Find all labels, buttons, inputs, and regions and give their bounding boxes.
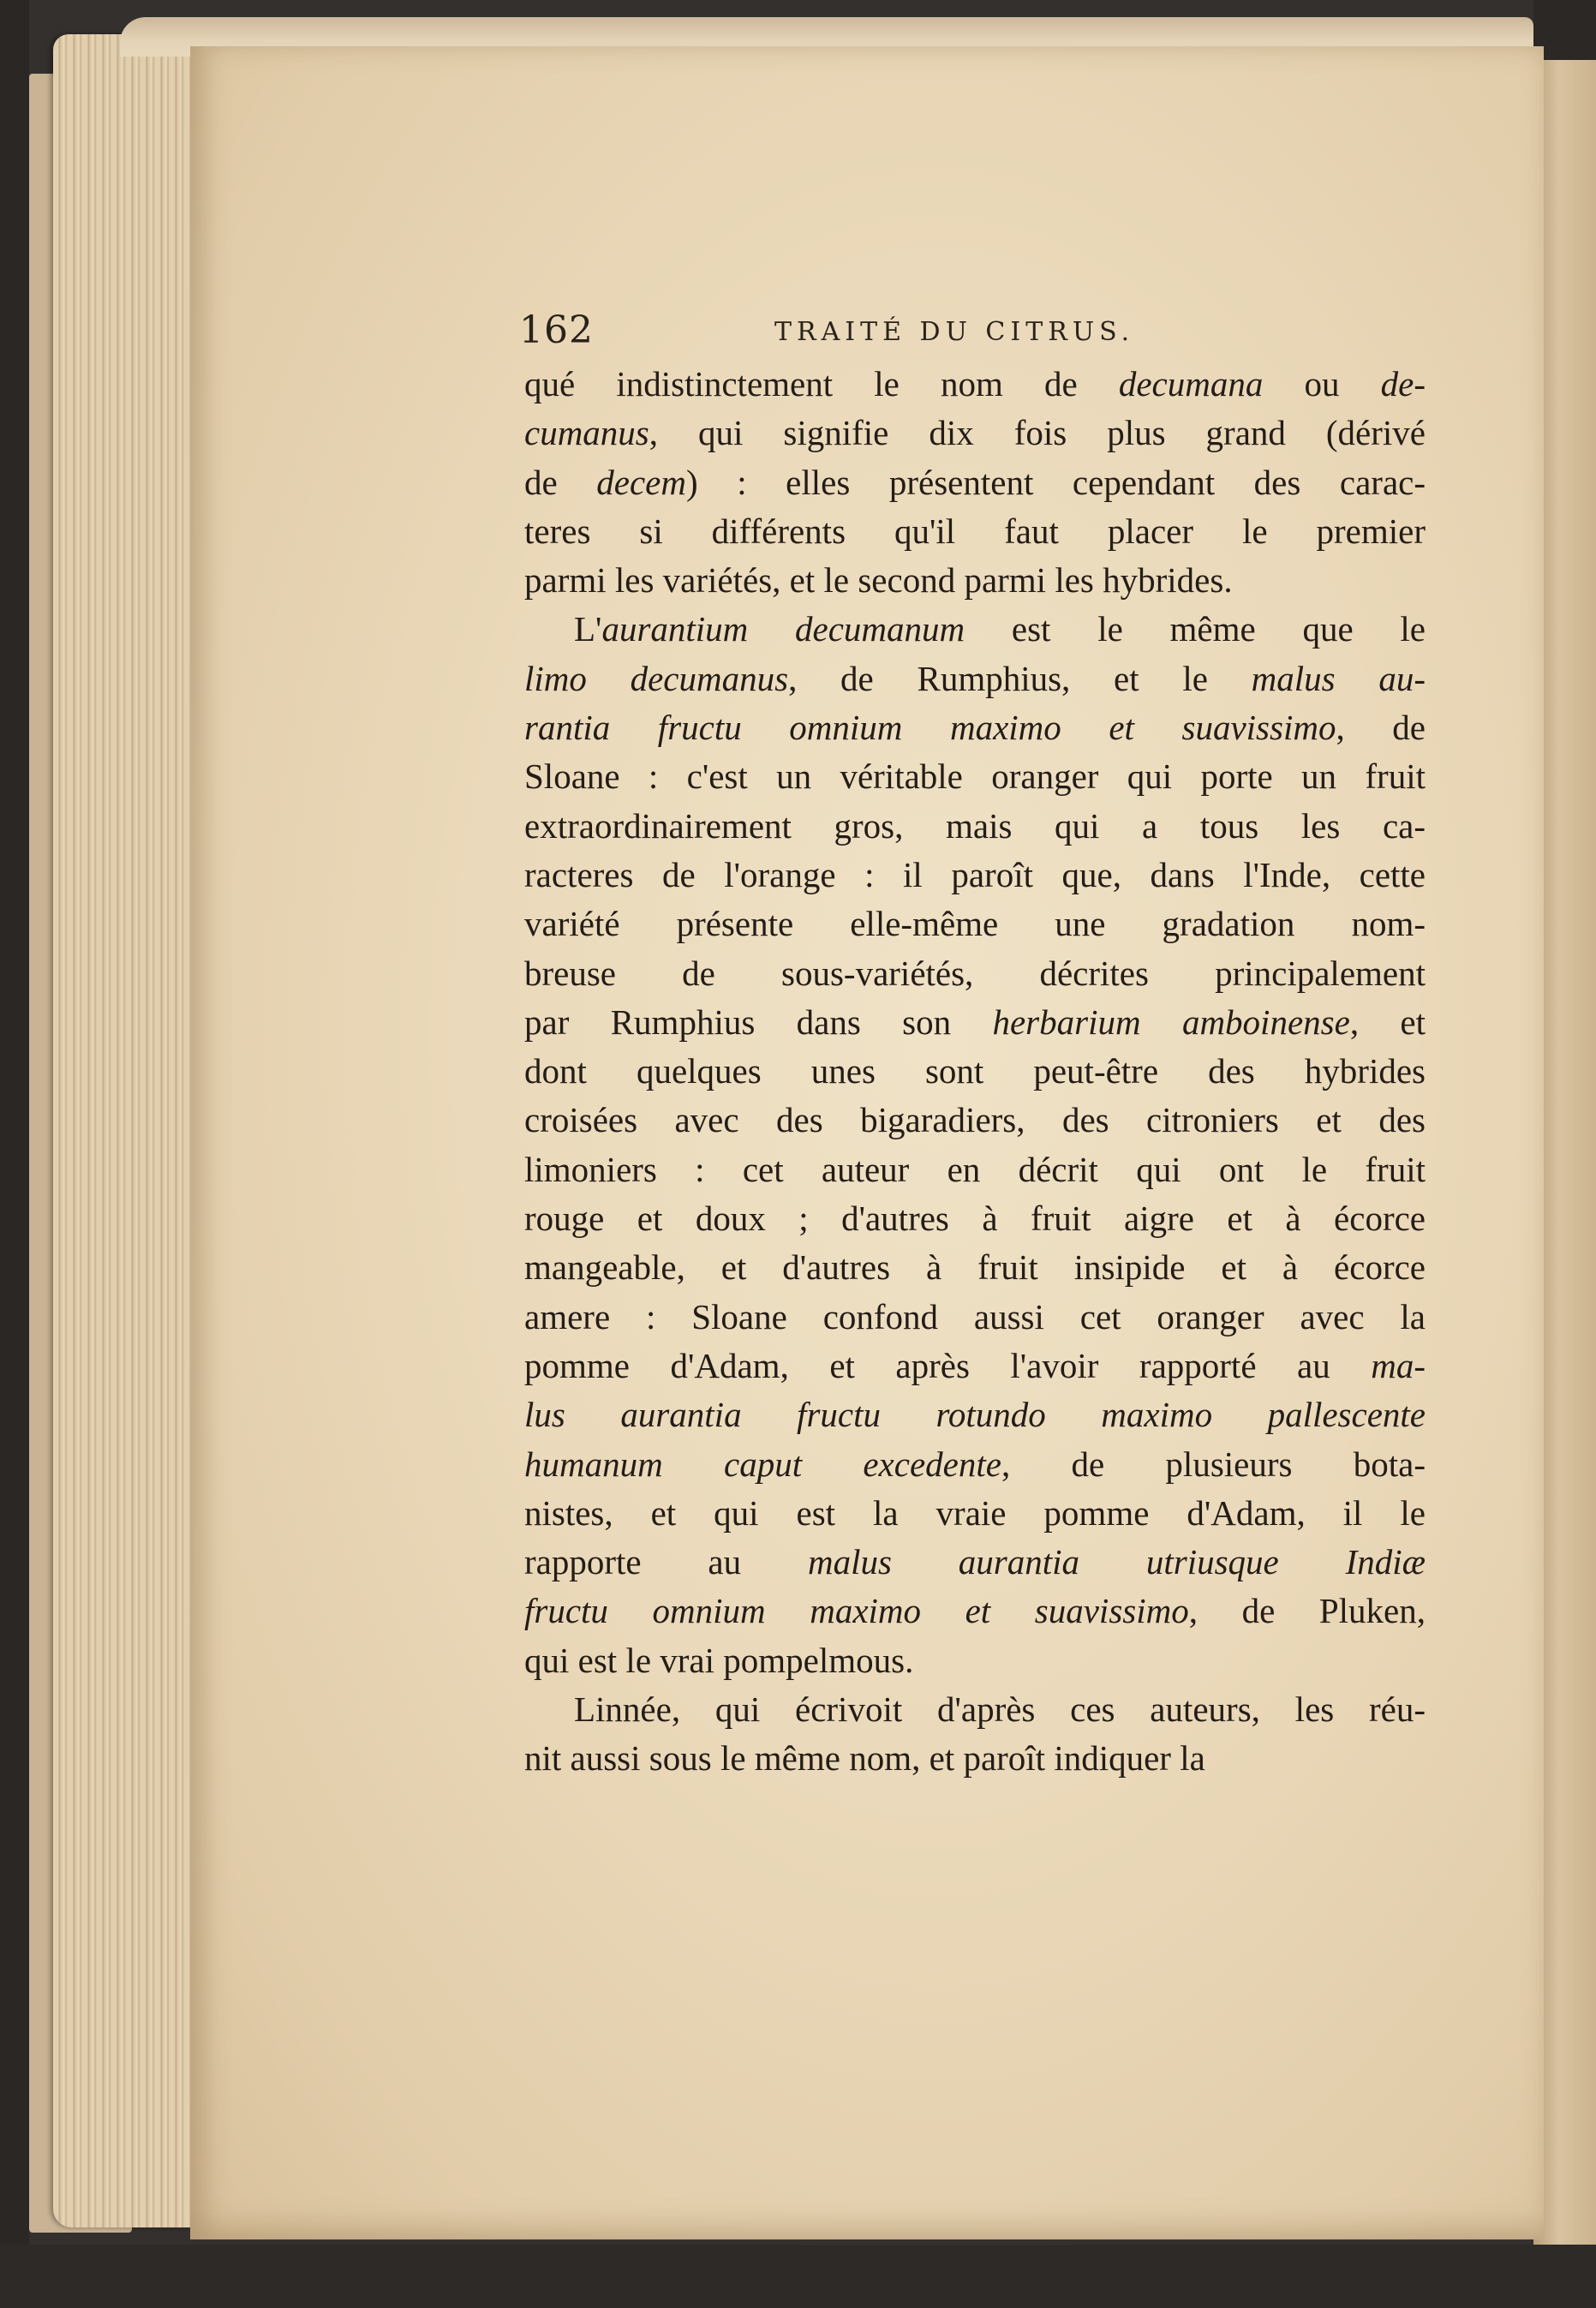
text-line xyxy=(524,556,1426,605)
text-run: dont quelques unes sont peut-être des hybrides xyxy=(524,1051,1426,1091)
italic-run: cumanus xyxy=(524,413,649,453)
text-run: , de plusieurs bota- xyxy=(1001,1444,1426,1484)
text-line xyxy=(524,1342,1426,1390)
running-head: TRAITÉ DU CITRUS. xyxy=(774,317,1135,347)
text-line xyxy=(524,1145,1426,1194)
text-run: croisées avec des bigaradiers, des citroniers et des xyxy=(524,1100,1426,1140)
text-run: variété présente elle-même une gradation nom- xyxy=(524,904,1426,944)
text-run: , de xyxy=(1336,708,1426,748)
text-line xyxy=(524,1685,1426,1734)
italic-run: decem xyxy=(596,462,686,502)
text-run: limoniers : cet auteur en décrit qui ont le fruit xyxy=(524,1149,1426,1189)
text-run: parmi les variétés, et le second parmi les hybrides. xyxy=(524,560,1233,601)
text-line xyxy=(524,949,1426,998)
text-line xyxy=(524,752,1426,801)
text-line xyxy=(524,1538,1426,1587)
text-line xyxy=(524,802,1426,851)
italic-run: malus au- xyxy=(1251,658,1426,698)
text-run: breuse de sous-variétés, décrites principalement xyxy=(524,953,1426,993)
text-line xyxy=(524,655,1426,703)
text-run: Linnée, qui écrivoit d'après ces auteurs, les réu- xyxy=(574,1689,1426,1730)
text-run: Sloane : c'est un véritable oranger qui porte un fruit xyxy=(524,756,1426,797)
text-run: extraordinairement gros, mais qui a tous les ca- xyxy=(524,805,1426,846)
text-line xyxy=(524,900,1426,948)
text-line xyxy=(524,1636,1426,1685)
italic-run: fructu omnium maximo et suavissimo xyxy=(524,1591,1189,1631)
italic-run: herbarium amboinense xyxy=(992,1002,1350,1042)
text-line xyxy=(524,703,1426,752)
text-run: , qui signifie dix fois plus grand (dérivé xyxy=(649,413,1426,453)
italic-run: humanum caput excedente xyxy=(524,1444,1001,1484)
text-run: rouge et doux ; d'autres à fruit aigre et à écorce xyxy=(524,1199,1426,1239)
italic-run: malus aurantia utriusque Indiæ xyxy=(807,1542,1426,1582)
text-line xyxy=(524,1587,1426,1635)
text-run: racteres de l'orange : il paroît que, dans l'Inde, cette xyxy=(524,854,1426,894)
text-line xyxy=(524,1096,1426,1145)
text-line xyxy=(524,851,1426,900)
text-line xyxy=(524,998,1426,1047)
italic-run: ma- xyxy=(1371,1345,1426,1385)
italic-run: rantia fructu omnium maximo et suavissimo xyxy=(524,708,1336,748)
text-run: ) : elles présentent cependant des carac- xyxy=(685,462,1426,502)
text-run: mangeable, et d'autres à fruit insipide et à écorce xyxy=(524,1247,1426,1288)
italic-run: decumana xyxy=(1118,364,1264,404)
text-run: nistes, et qui est la vraie pomme d'Adam, il le xyxy=(524,1492,1426,1533)
italic-run: aurantium decumanum xyxy=(601,609,965,649)
italic-run: limo decumanus xyxy=(524,658,789,698)
text-run: , de Pluken, xyxy=(1188,1591,1426,1631)
text-run: est le même que le xyxy=(965,609,1426,649)
text-run: rapporte au xyxy=(524,1542,808,1582)
text-run: qué indistinctement le nom de xyxy=(524,364,1119,404)
text-run: amere : Sloane confond aussi cet oranger avec la xyxy=(524,1296,1426,1336)
text-run: , de Rumphius, et le xyxy=(788,658,1252,698)
text-line xyxy=(524,1489,1426,1538)
italic-run: lus aurantia fructu rotundo maximo pallescente xyxy=(524,1395,1426,1435)
text-line xyxy=(524,1440,1426,1489)
text-run: L' xyxy=(574,609,602,649)
text-line xyxy=(524,409,1426,457)
text-line xyxy=(524,360,1426,409)
text-line xyxy=(524,1047,1426,1096)
text-line xyxy=(524,507,1426,556)
scan-background-left xyxy=(0,0,29,2308)
text-line xyxy=(524,1194,1426,1243)
text-line xyxy=(524,605,1426,654)
text-run: , et xyxy=(1349,1002,1426,1042)
text-run: teres si différents qu'il faut placer le premier xyxy=(524,511,1426,551)
text-run: qui est le vrai pompelmous. xyxy=(524,1640,914,1680)
text-run: ou xyxy=(1263,364,1381,404)
text-line xyxy=(524,1243,1426,1292)
scan-background-bottom xyxy=(0,2245,1596,2308)
text-line xyxy=(524,458,1426,507)
page-number: 162 xyxy=(519,308,594,352)
page-header xyxy=(519,308,1419,360)
text-line xyxy=(524,1390,1426,1439)
text-run: nit aussi sous le même nom, et paroît indiquer la xyxy=(524,1738,1205,1779)
text-run: par Rumphius dans son xyxy=(524,1002,993,1042)
text-line xyxy=(524,1293,1426,1342)
text-run: de xyxy=(524,462,597,502)
text-run: pomme d'Adam, et après l'avoir rapporté au xyxy=(524,1345,1372,1385)
body-text xyxy=(524,360,1426,1784)
italic-run: de- xyxy=(1380,364,1426,404)
text-line xyxy=(524,1734,1426,1783)
